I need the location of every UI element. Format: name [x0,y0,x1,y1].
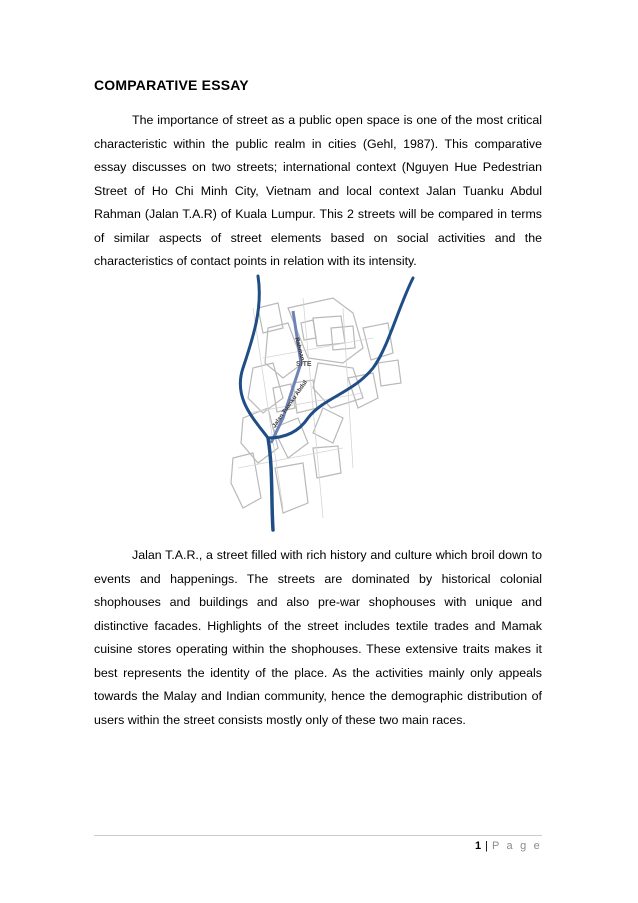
site-map-figure [213,268,433,536]
essay-title: COMPARATIVE ESSAY [94,77,249,93]
page-footer [475,840,542,852]
page-word: P a g e [491,840,542,852]
street-label-2: Rahman [293,336,305,362]
page-number: 1 [474,840,482,852]
footer-separator: | [485,840,488,852]
footer-divider [94,835,542,836]
jalan-tar-paragraph: Jalan T.A.R., a street filled with rich history and culture which broil down to events and happenings. The streets are dominated by historical colonial shophouses and buildings and also pre-war shophouses with unique and distinctive facades. Highlights of the street includes textile trades and Mamak cuisine stores operating within the shophouses. These extensive traits makes it best represents the identity of the place. As the activities mainly only appeals towards the Malay and Indian community, hence the demographic distribution of users within the street consists mostly only of these two main races. [94,548,542,727]
site-label: SITE [296,361,312,368]
rivers [240,276,413,530]
street-label: Jalan Tuanku Abdul [271,379,309,430]
intro-paragraph: The importance of street as a public open space is one of the most critical characteristic within the public realm in cities (Gehl, 1987). This comparative essay discusses on two streets; international context (Nguyen Hue Pedestrian Street of Ho Chi Minh City, Vietnam and local context Jalan Tuanku Abdul Rahman (Jalan T.A.R) of Kuala Lumpur. This 2 streets will be compared in terms of similar aspects of street elements based on social activities and the characteristics of contact points in relation with its intensity. [94,113,542,268]
